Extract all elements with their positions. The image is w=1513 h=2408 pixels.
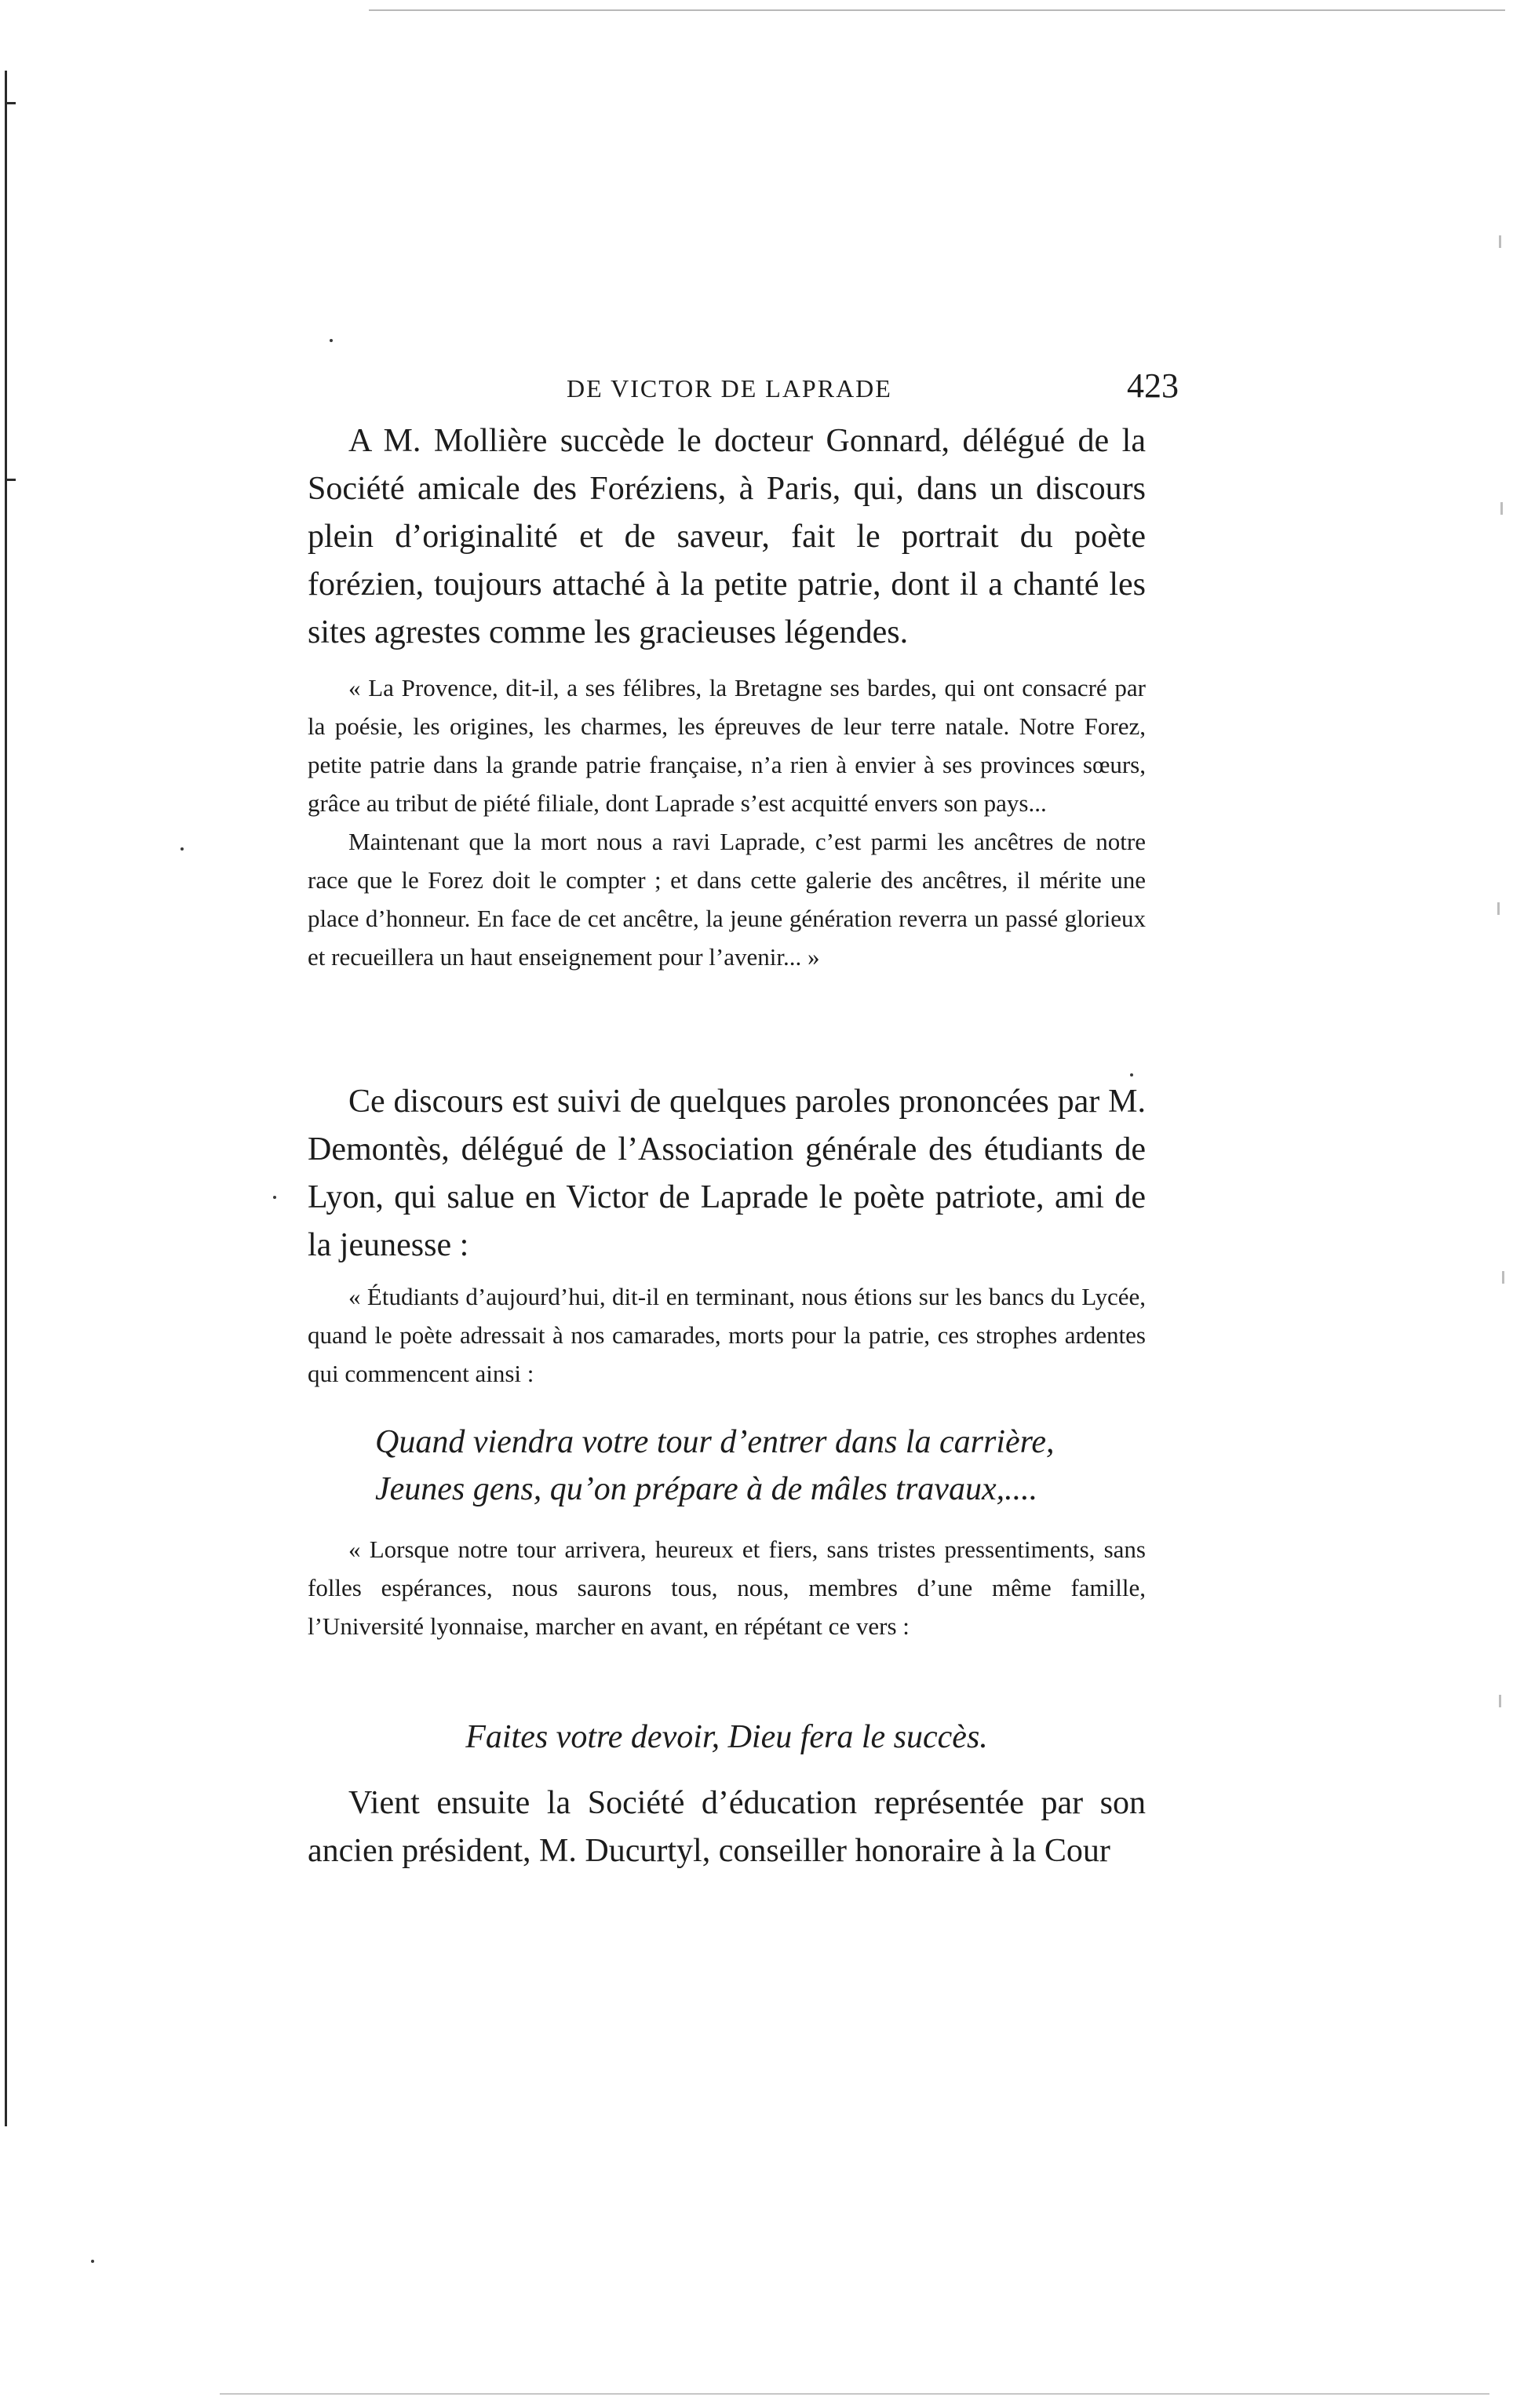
scan-dot [273,1196,276,1199]
scan-dot [330,339,333,342]
scan-edge-mark [5,102,16,104]
verse-line-2: Jeunes gens, qu’on prépare à de mâles travaux,.... [375,1471,1038,1507]
scan-speck [1499,1695,1501,1707]
quote-etudiants: « Étudiants d’aujourd’hui, dit-il en terminant, nous étions sur les bancs du Lycée, quand le poète adressait à nos camarades, morts pour la patrie, ces strophes ardentes qui commencent ainsi : [308,1283,1146,1387]
scan-top-edge [369,9,1505,11]
paragraph-demontes: Ce discours est suivi de quelques paroles prononcées par M. Demontès, délégué de l’Association générale des étudiants de Lyon, qui salue en Victor de Laprade le poète patriote, ami de la jeunesse : [308,1084,1146,1263]
scan-dot [180,847,184,851]
scan-bottom-edge [220,2393,1489,2395]
verse-line-3: Faites votre devoir, Dieu fera le succès. [465,1719,988,1755]
scan-speck [1502,1271,1504,1284]
scan-speck [1497,902,1500,915]
running-header [567,366,1179,406]
quote-block-3 [308,1530,1146,1645]
scan-dot [91,2260,94,2263]
quote-provence: « La Provence, dit-il, a ses félibres, la Bretagne ses bardes, qui ont consacré par la poésie, les origines, les charmes, les épreuves de leur terre natale. Notre Forez, petite patrie dans la grande patrie française, n’a rien à envier à ses provinces sœurs, grâce au tribut de piété filiale, dont Laprade s’est acquitté envers son pays... [308,674,1146,817]
paragraph-ducurtyl: Vient ensuite la Société d’éducation représentée par son ancien président, M. Ducurtyl, conseiller honoraire à la Cour [308,1785,1146,1869]
quote-lorsque: « Lorsque notre tour arrivera, heureux et fiers, sans tristes pressentiments, sans folles espérances, nous saurons tous, nous, membres d’une même famille, l’Université lyonnaise, marcher en avant, en répétant ce vers : [308,1536,1146,1640]
verse-block-2 [308,1714,1146,1761]
scan-left-edge [5,71,7,2126]
scan-edge-mark [5,479,16,481]
text-block-2 [308,1078,1146,1270]
scan-speck [1500,502,1503,515]
running-head-title: DE VICTOR DE LAPRADE [567,374,892,403]
quote-block-1 [308,668,1146,976]
text-block-3 [308,1780,1146,1875]
verse-block-1 [375,1419,1144,1513]
scan-dot [1130,1073,1133,1076]
scan-speck [1499,235,1501,248]
text-block-1 [308,417,1146,657]
paragraph-gonnard: A M. Mollière succède le docteur Gonnard, délégué de la Société amicale des Foréziens, à Paris, qui, dans un discours plein d’originalité et de saveur, fait le portrait du poète forézien, toujours attaché à la petite patrie, dont il a chanté les sites agrestes comme les gracieuses légendes. [308,423,1146,650]
verse-line-1: Quand viendra votre tour d’entrer dans la carrière, [375,1424,1055,1460]
quote-maintenant: Maintenant que la mort nous a ravi Laprade, c’est parmi les ancêtres de notre race que le Forez doit le compter ; et dans cette galerie des ancêtres, il mérite une place d’honneur. En face de cet ancêtre, la jeune génération reverra un passé glorieux et recueillera un haut enseignement pour l’avenir... » [308,828,1146,971]
page-number: 423 [1127,366,1179,405]
quote-block-2 [308,1277,1146,1393]
